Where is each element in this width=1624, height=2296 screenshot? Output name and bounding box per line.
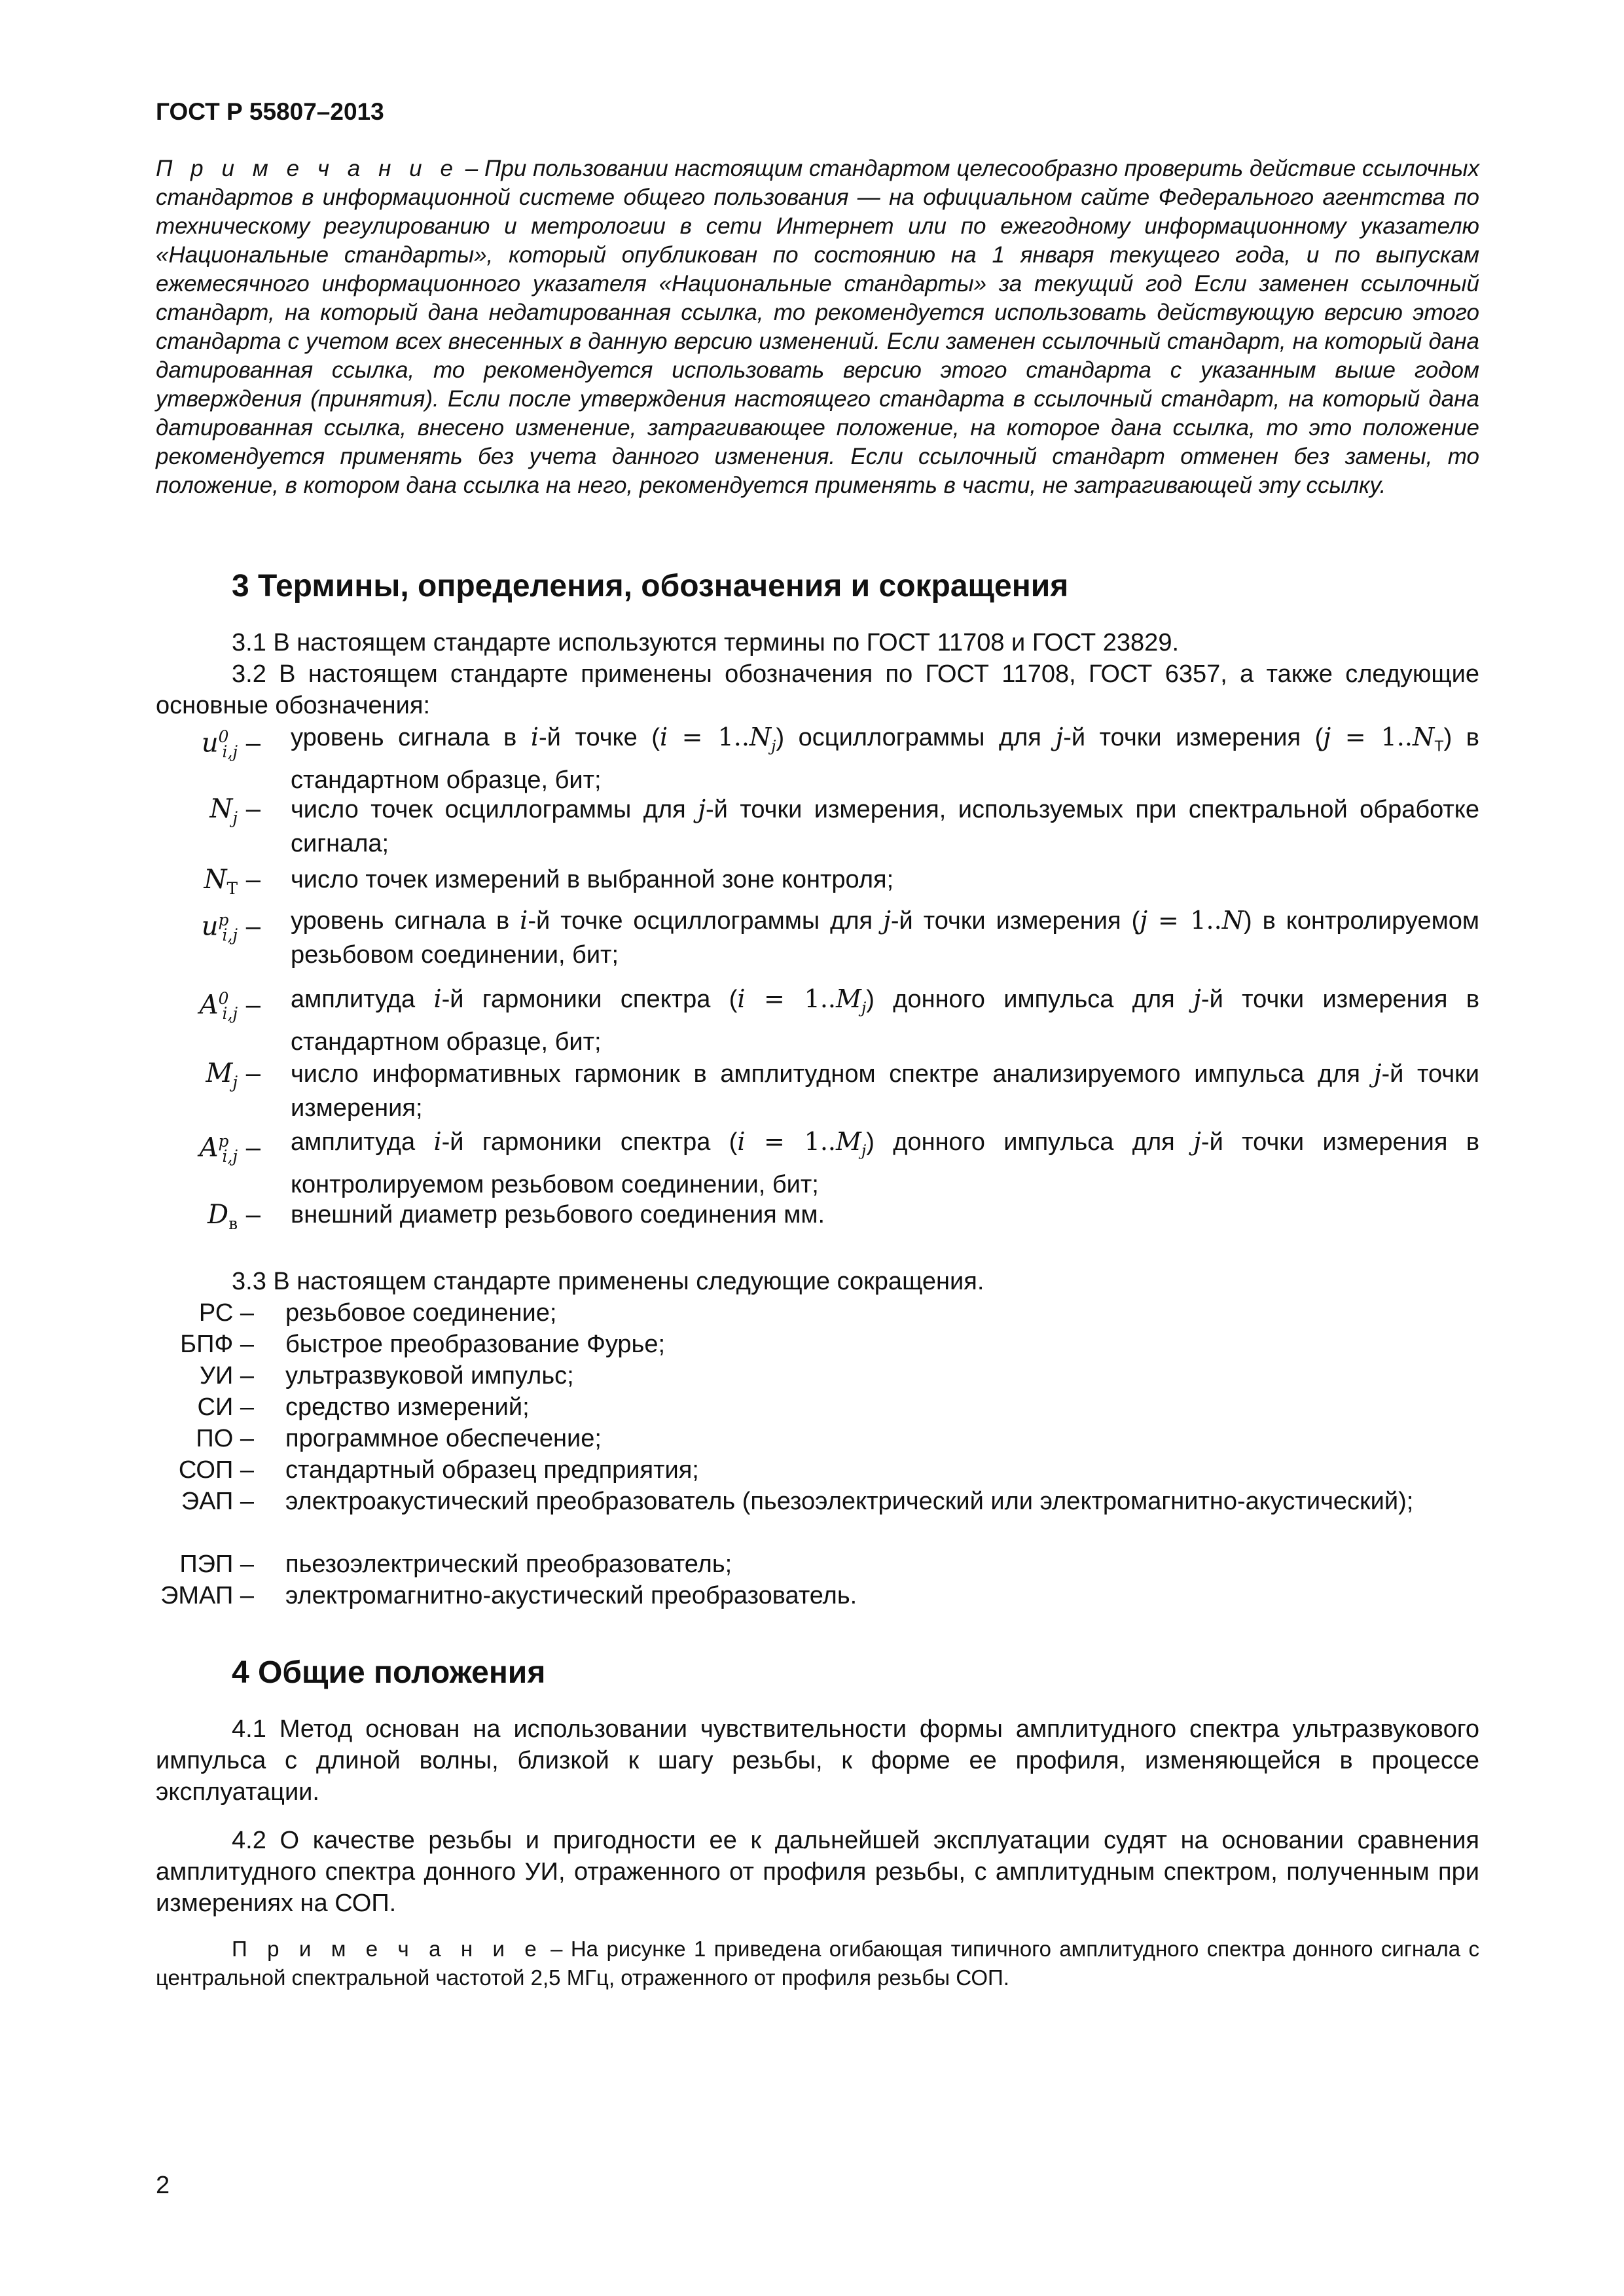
abbreviation-definition: средство измерений; xyxy=(285,1393,530,1421)
note-label: П р и м е ч а н и е xyxy=(232,1937,543,1961)
abbreviation-definition: пьезоэлектрический преобразователь; xyxy=(285,1551,732,1578)
paragraph-3-1: 3.1 В настоящем стандарте используются термины по ГОСТ 11708 и ГОСТ 23829. xyxy=(232,629,1180,656)
abbreviation-definition: стандартный образец предприятия; xyxy=(285,1456,699,1484)
section-3-title: 3 Термины, определения, обозначения и сокращения xyxy=(232,569,1069,603)
abbreviation: СОП – xyxy=(178,1456,254,1484)
paragraph-4-2: 4.2 О качестве резьбы и пригодности ее к дальнейшей эксплуатации судят на основании сравнения амплитудного спектра донного УИ, отраженного от профиля резьбы, с амплитудным спектром, полученным при измерениях на СОП. xyxy=(156,1827,1479,1917)
document-header: ГОСТ Р 55807–2013 xyxy=(156,98,384,125)
note-paragraph xyxy=(156,1935,1479,1992)
symbol: $M_j$ – xyxy=(206,1058,261,1092)
note-paragraph xyxy=(156,154,1479,500)
symbol-definition: амплитуда i-й гармоники спектра $(i = 1..M_j)$ донного импульса для j-й точки измерения в стандартном образце, бит; xyxy=(291,984,1480,1056)
abbreviation-definition: электромагнитно-акустический преобразователь. xyxy=(285,1582,857,1609)
symbol-definition: число информативных гармоник в амплитудном спектре анализируемого импульса для j-й точки измерения; xyxy=(291,1059,1479,1122)
note-label: П р и м е ч а н и е xyxy=(156,156,459,181)
paragraph-3-3: 3.3 В настоящем стандарте применены следующие сокращения. xyxy=(232,1268,984,1295)
symbol-definition: уровень сигнала в i-й точке осциллограммы для j-й точки измерения (j = 1..N) в контролируемом резьбовом соединении, бит; xyxy=(291,906,1479,969)
abbreviation-definition: электроакустический преобразователь (пьезоэлектрический или электромагнитно-акустический); xyxy=(285,1488,1414,1515)
abbreviation-definition: программное обеспечение; xyxy=(285,1425,602,1452)
symbol-definition: уровень сигнала в i-й точке $(i = 1..N_j)$ осциллограммы для j-й точки измерения $(j = 1..N_Т)$ в стандартном образце, бит; xyxy=(291,723,1479,794)
symbol: $N_j$ – xyxy=(209,794,261,827)
symbol-definition: число точек осциллограммы для j-й точки измерения, используемых при спектральной обработке сигнала; xyxy=(291,795,1479,857)
symbol-definition: внешний диаметр резьбового соединения мм. xyxy=(291,1201,825,1229)
symbol-definition: амплитуда i-й гармоники спектра $(i = 1..M_j)$ донного импульса для j-й точки измерения в контролируемом резьбовом соединении, бит; xyxy=(291,1127,1480,1198)
abbreviation: ЭАП – xyxy=(181,1488,254,1515)
note-text: – При пользовании настоящим стандартом целесообразно проверить действие ссылочных стандартов в информационной системе общего пользования — на официальном сайте Федерального агентства по техническому регулированию и метрологии в сети Интернет или по ежегодному информационному указателю «Национальные стандарты», который опубликован по состоянию на 1 января текущего года, и по выпускам ежемесячного информационного указателя «Национальные стандарты» за текущий год Если заменен ссылочный стандарт, на который дана недатированная ссылка, то рекомендуется использовать действующую версию этого стандарта с учетом всех внесенных в данную версию изменений. Если заменен ссылочный стандарт, на который дана датированная ссылка, то рекомендуется использовать версию этого стандарта с указанным выше годом утверждения (принятия). Если после утверждения настоящего стандарта в ссылочный стандарт, на который дана датированная ссылка, внесено изменение, затрагивающее положение, на которое дана ссылка, то это положение рекомендуется применять без учета данного изменения. Если ссылочный стандарт отменен без замены, то положение, в котором дана ссылка на него, рекомендуется применять в части, не затрагивающей эту ссылку. xyxy=(156,156,1480,498)
abbreviation: БПФ – xyxy=(180,1331,254,1358)
abbreviation: ЭМАП – xyxy=(160,1582,254,1609)
abbreviation: СИ – xyxy=(197,1393,254,1421)
abbreviation-definition: быстрое преобразование Фурье; xyxy=(285,1331,666,1358)
symbol: $A^p_{i,j}$ – xyxy=(199,1132,261,1166)
abbreviation-definition: ультразвуковой импульс; xyxy=(285,1362,574,1390)
abbreviation-definition: резьбовое соединение; xyxy=(285,1299,557,1327)
symbol: $A^0_{i,j}$ – xyxy=(199,989,261,1024)
symbol: $D_в$ – xyxy=(207,1200,261,1233)
page-number: 2 xyxy=(156,2172,170,2199)
symbol: $u^p_{i,j}$ – xyxy=(201,910,261,945)
paragraph-4-1: 4.1 Метод основан на использовании чувствительности формы амплитудного спектра ультразвукового импульса с длиной волны, близкой к шагу резьбы, к форме ее профиля, изменяющейся в процессе эксплуатации. xyxy=(156,1715,1479,1806)
symbol: $N_Т$ – xyxy=(204,865,261,898)
symbol-definition: число точек измерений в выбранной зоне контроля; xyxy=(291,866,894,893)
abbreviation: УИ – xyxy=(199,1362,254,1390)
symbol: $u^0_{i,j}$ – xyxy=(201,727,261,762)
abbreviation: ПО – xyxy=(196,1425,254,1452)
abbreviation: ПЭП – xyxy=(179,1551,254,1578)
paragraph-3-2: 3.2 В настоящем стандарте применены обозначения по ГОСТ 11708, ГОСТ 6357, а также следующие основные обозначения: xyxy=(156,660,1479,719)
section-4-title: 4 Общие положения xyxy=(232,1655,546,1690)
note-text: – На рисунке 1 приведена огибающая типичного амплитудного спектра донного сигнала с центральной спектральной частотой 2,5 МГц, отраженного от профиля резьбы СОП. xyxy=(156,1937,1479,1990)
abbreviation: РС – xyxy=(198,1299,254,1327)
